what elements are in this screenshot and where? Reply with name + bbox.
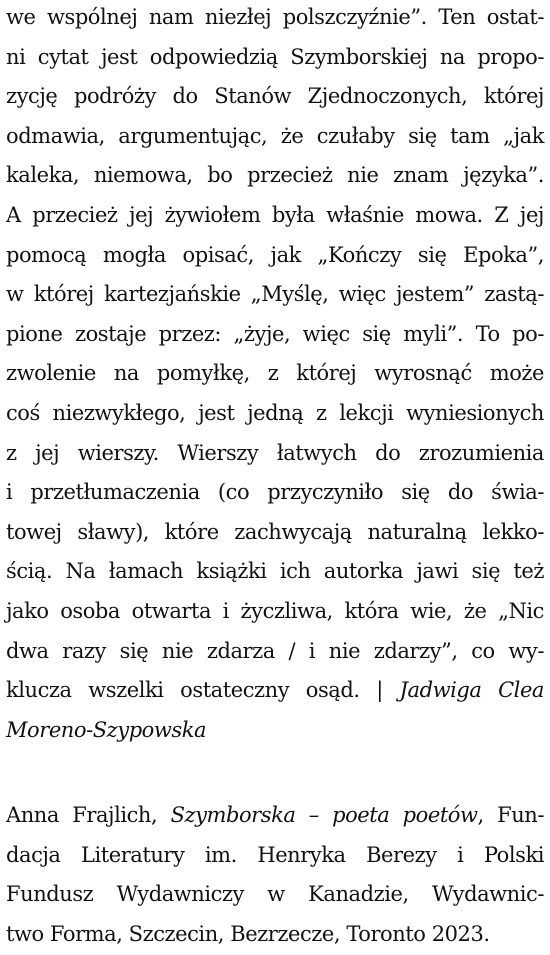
text-line: w której kartezjańskie „Myślę, więc jestem” zastą- <box>6 282 544 307</box>
citation-line <box>6 796 544 836</box>
text-line: coś niezwykłego, jest jedną z lekcji wyniesionych <box>6 400 544 425</box>
text-line: ścią. Na łamach książki ich autorka jawi się też <box>6 559 544 584</box>
text-line: ni cytat jest odpowiedzią Szymborskiej na propo- <box>6 44 544 69</box>
text-line: jako osoba otwarta i życzliwa, która wie, że „Nic <box>6 598 544 623</box>
text-line: i przetłumaczenia (co przyczyniło się do świa- <box>6 480 544 505</box>
review-author-surname: Moreno-Szypowska <box>6 717 207 742</box>
closing-text: klucza wszelki ostateczny osąd. | <box>6 678 400 703</box>
text-line: pomocą mogła opisać, jak „Kończy się Epoka”, <box>6 242 544 267</box>
byline-line <box>6 711 544 751</box>
review-paragraph <box>6 0 544 750</box>
citation-line: two Forma, Szczecin, Bezrzecze, Toronto 2023. <box>6 922 490 947</box>
review-author-first-name: Jadwiga Clea <box>399 678 545 703</box>
text-line-with-byline <box>6 671 544 711</box>
document-page <box>6 0 544 955</box>
text-line: odmawia, argumentując, że czułaby się tam „jak <box>6 123 544 148</box>
citation-paragraph <box>6 796 544 954</box>
citation-line: Fundusz Wydawniczy w Kanadzie, Wydawnic- <box>6 882 544 907</box>
text-line: A przecież jej żywiołem była właśnie mowa. Z jej <box>6 202 544 227</box>
text-line: kaleka, niemowa, bo przecież nie znam języka”. <box>6 163 544 188</box>
text-line: we wspólnej nam niezłej polszczyźnie”. Ten ostat- <box>6 5 544 29</box>
book-title: Szymborska – poeta poetów <box>170 803 478 828</box>
text-line: towej sławy), które zachwycają naturalną lekko- <box>6 519 544 544</box>
text-line: z jej wierszy. Wierszy łatwych do zrozumienia <box>6 440 544 465</box>
paragraph-gap <box>6 750 544 796</box>
citation-line: dacja Literatury im. Henryka Berezy i Polski <box>6 842 544 867</box>
citation-author: Anna Frajlich, <box>6 803 171 828</box>
citation-publisher-start: , Fun- <box>477 803 544 828</box>
text-line: zycję podróży do Stanów Zjednoczonych, której <box>6 84 544 109</box>
text-line: zwolenie na pomyłkę, z której wyrosnąć może <box>6 361 544 386</box>
text-line: pione zostaje przez: „żyje, więc się myli”. To po- <box>6 321 544 346</box>
text-line: dwa razy się nie zdarza / i nie zdarzy”, co wy- <box>6 638 544 663</box>
